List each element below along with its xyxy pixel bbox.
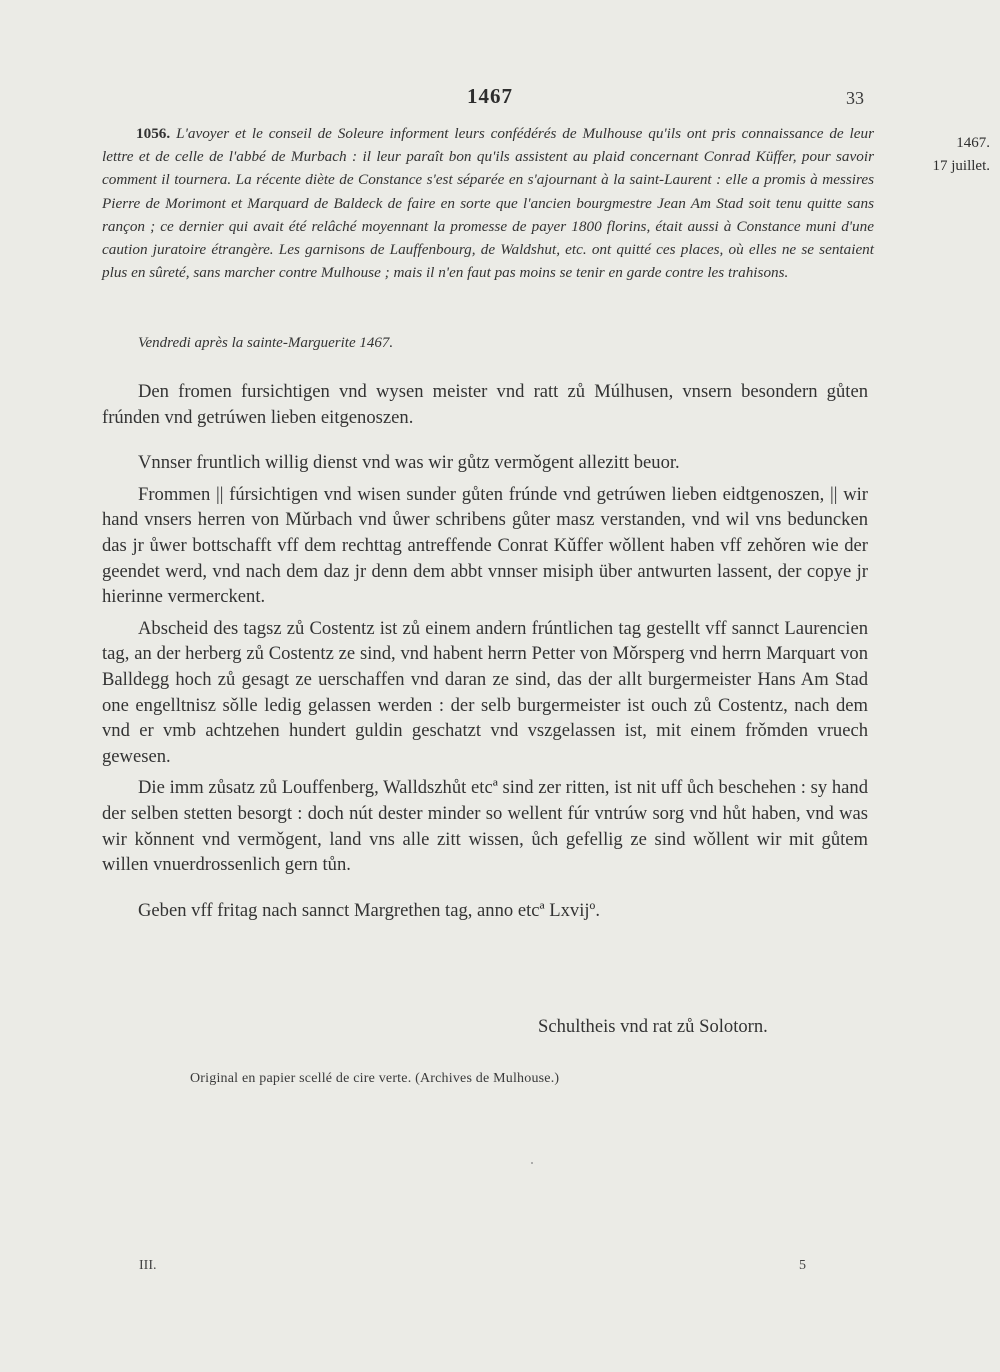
letter-paragraph: Abscheid des tagsz zů Costentz ist zů einem andern frúntlichen tag gestellt vff sannct Laurencien tag, an der herberg zů Costentz ze sind, vnd habent herrn Petter von Mǒrsperg vnd herrn Marquart von Balldegg hoch zů gesagt ze uerschaffen vnd daran ze sind, das der allt burgermeister Hans Am Stad one engelltnisz sǒlle ledig gelassen werden : der selb burgermeister ist ouch zů Costentz, nach dem vnd er vmb achtzehen hundert guldin geschatzt vnd vszgelassen ist, mit einem frǒmden vruech gewesen. [102,617,868,767]
document-number: 1056. [136,125,171,142]
letter-address: Den fromen fursichtigen vnd wysen meister vnd ratt zů Múlhusen, vnsern besondern gůten frúnden vnd getrúwen lieben eitgenoszen. [102,381,868,428]
margin-day: 17 juillet. [932,158,990,174]
margin-year: 1467. [956,135,990,151]
letter-paragraph: Frommen || fúrsichtigen vnd wisen sunder gůten frúnde vnd getrúwen lieben eidtgenoszen, || wir hand vnsers herren von Mǔrbach vnd ůwer schribens gůter masz verstanden, vnd wil vns beduncken das jr ůwer bottschafft vff dem rechttag antreffende Conrat Kǔffer wǒllent haben vff zehǒren wie der geendet werd, vnd nach dem daz jr denn dem abbt vnnser misiph über antwurten lassent, der copye jr hierinne vermerckent. [102,483,868,608]
document-summary [102,122,874,284]
page-number: 33 [846,88,864,108]
running-head-year: 1467 [467,84,513,108]
letter-greeting: Vnnser fruntlich willig dienst vnd was wir gůtz vermǒgent allezitt beuor. [138,452,680,474]
letter-paragraph: Die imm zůsatz zů Louffenberg, Walldszhůt etcª sind zer ritten, ist nit uff ůch beschehen : sy hand der selben stetten besorgt : doch nút dester minder so wellent fúr vntrúw sorg vnd hůt haben, vnd was wir kǒnnent vnd vermǒgent, land vns alle zitt wissen, ůch gefellig ze sind wǒllent wir mit gůtem willen vnuerdrossenlich gern tůn. [102,777,868,876]
summary-text: L'avoyer et le conseil de Soleure informent leurs confédérés de Mulhouse qu'ils ont pris connaissance de leur lettre et de celle de l'abbé de Murbach : il leur paraît bon qu'ils assistent au plaid concernant Conrad Küffer, pour savoir comment il tournera. La récente diète de Constance s'est séparée en s'ajournant à la saint-Laurent : elle a promis à messires Pierre de Morimont et Marquard de Baldeck de faire en sorte que l'ancien bourgmestre Jean Am Stad soit tenu quitte sans rançon ; ce dernier qui avait été relâché moyennant la promesse de payer 1800 florins, était aussi à Constance muni d'une caution juratoire étrangère. Les garnisons de Lauffenbourg, de Waldshut, etc. ont quitté ces places, où elles ne se sentaient plus en sûreté, sans marcher contre Mulhouse ; mais il n'en faut pas moins se tenir en garde contre les trahisons. [102,125,874,282]
summary-date: Vendredi après la sainte-Marguerite 1467. [138,335,394,351]
speck [531,1162,533,1164]
letter-signature: Schultheis vnd rat zů Solotorn. [538,1016,768,1037]
signature-mark: 5 [799,1258,806,1273]
volume-mark: III. [139,1258,157,1273]
source-note: Original en papier scellé de cire verte. (Archives de Mulhouse.) [190,1071,560,1086]
letter-dating: Geben vff fritag nach sannct Margrethen tag, anno etcª Lxvijº. [138,899,600,921]
margin-date-note [880,132,990,178]
letter-body [102,379,868,923]
